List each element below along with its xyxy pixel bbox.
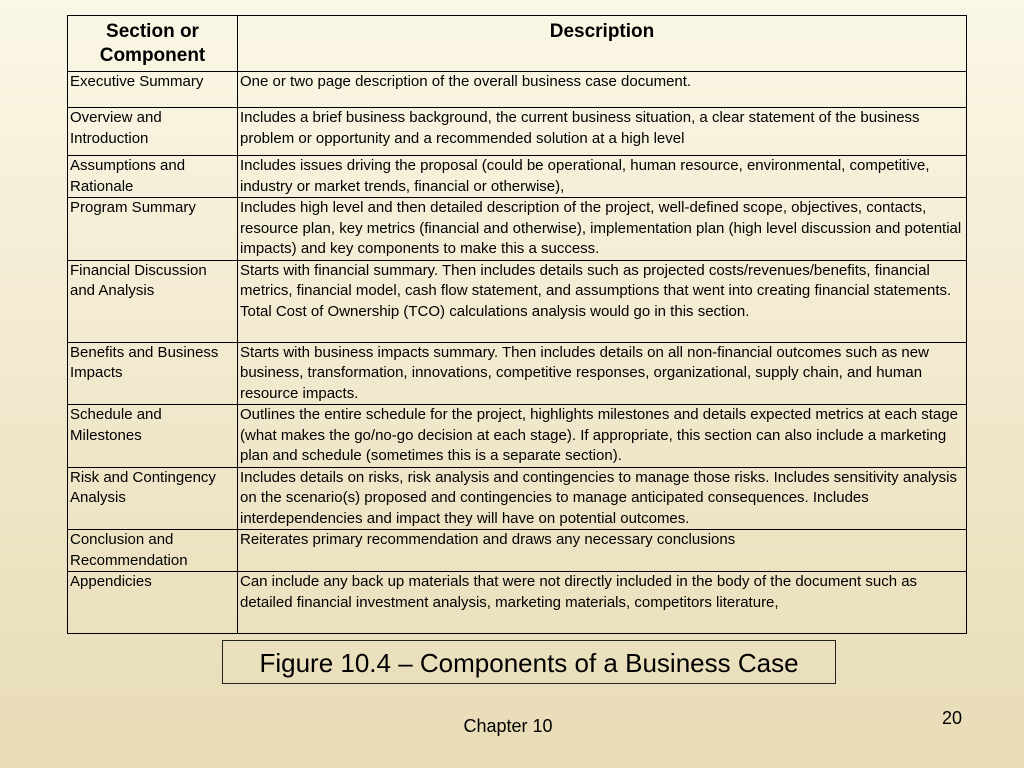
table-header-row [68, 16, 967, 72]
table-row [68, 467, 967, 530]
column-header-section: Section or Component [68, 16, 238, 72]
description-cell: Includes details on risks, risk analysis and contingencies to manage those risks. Includes sensitivity analysis on the scenario(s) proposed and contingencies to manage anticipated consequences. Includes interdependencies and impact they will have on potential outcomes. [238, 467, 967, 530]
section-cell: Financial Discussion and Analysis [68, 260, 238, 342]
description-cell: Includes issues driving the proposal (could be operational, human resource, environmental, competitive, industry or market trends, financial or otherwise), [238, 156, 967, 198]
section-cell: Schedule and Milestones [68, 405, 238, 468]
section-cell: Conclusion and Recommendation [68, 530, 238, 572]
description-cell: Outlines the entire schedule for the project, highlights milestones and details expected metrics at each stage (what makes the go/no-go decision at each stage). If appropriate, this section can also include a marketing plan and schedule (sometimes this is a separate section). [238, 405, 967, 468]
description-cell: Reiterates primary recommendation and draws any necessary conclusions [238, 530, 967, 572]
section-cell: Program Summary [68, 198, 238, 261]
description-cell: Can include any back up materials that were not directly included in the body of the document such as detailed financial investment analysis, marketing materials, competitors literature, [238, 572, 967, 634]
table-row [68, 156, 967, 198]
section-cell: Executive Summary [68, 72, 238, 108]
table-row [68, 108, 967, 156]
description-cell: Starts with financial summary. Then includes details such as projected costs/revenues/benefits, financial metrics, financial model, cash flow statement, and assumptions that went into creating financial statements. Total Cost of Ownership (TCO) calculations analysis would go in this section. [238, 260, 967, 342]
description-cell: One or two page description of the overall business case document. [238, 72, 967, 108]
section-cell: Benefits and Business Impacts [68, 342, 238, 405]
page-number: 20 [941, 708, 962, 728]
table-row [68, 342, 967, 405]
description-cell: Starts with business impacts summary. Then includes details on all non-financial outcomes such as new business, transformation, innovations, competitive responses, organizational, supply chain, and human resource impacts. [238, 342, 967, 405]
table-row [68, 405, 967, 468]
section-cell: Appendicies [68, 572, 238, 634]
table-row [68, 72, 967, 108]
table-row [68, 530, 967, 572]
section-cell: Overview and Introduction [68, 108, 238, 156]
components-table [67, 15, 967, 634]
table-row [68, 572, 967, 634]
table-row [68, 260, 967, 342]
description-cell: Includes high level and then detailed description of the project, well-defined scope, objectives, contacts, resource plan, key metrics (financial and otherwise), implementation plan (high level discussion and potential impacts) and key components to make this a success. [238, 198, 967, 261]
figure-caption: Figure 10.4 – Components of a Business Case [222, 640, 836, 684]
column-header-description: Description [238, 16, 967, 72]
section-cell: Risk and Contingency Analysis [68, 467, 238, 530]
table-row [68, 198, 967, 261]
section-cell: Assumptions and Rationale [68, 156, 238, 198]
footer-chapter: Chapter 10 [463, 716, 553, 736]
description-cell: Includes a brief business background, the current business situation, a clear statement of the business problem or opportunity and a recommended solution at a high level [238, 108, 967, 156]
